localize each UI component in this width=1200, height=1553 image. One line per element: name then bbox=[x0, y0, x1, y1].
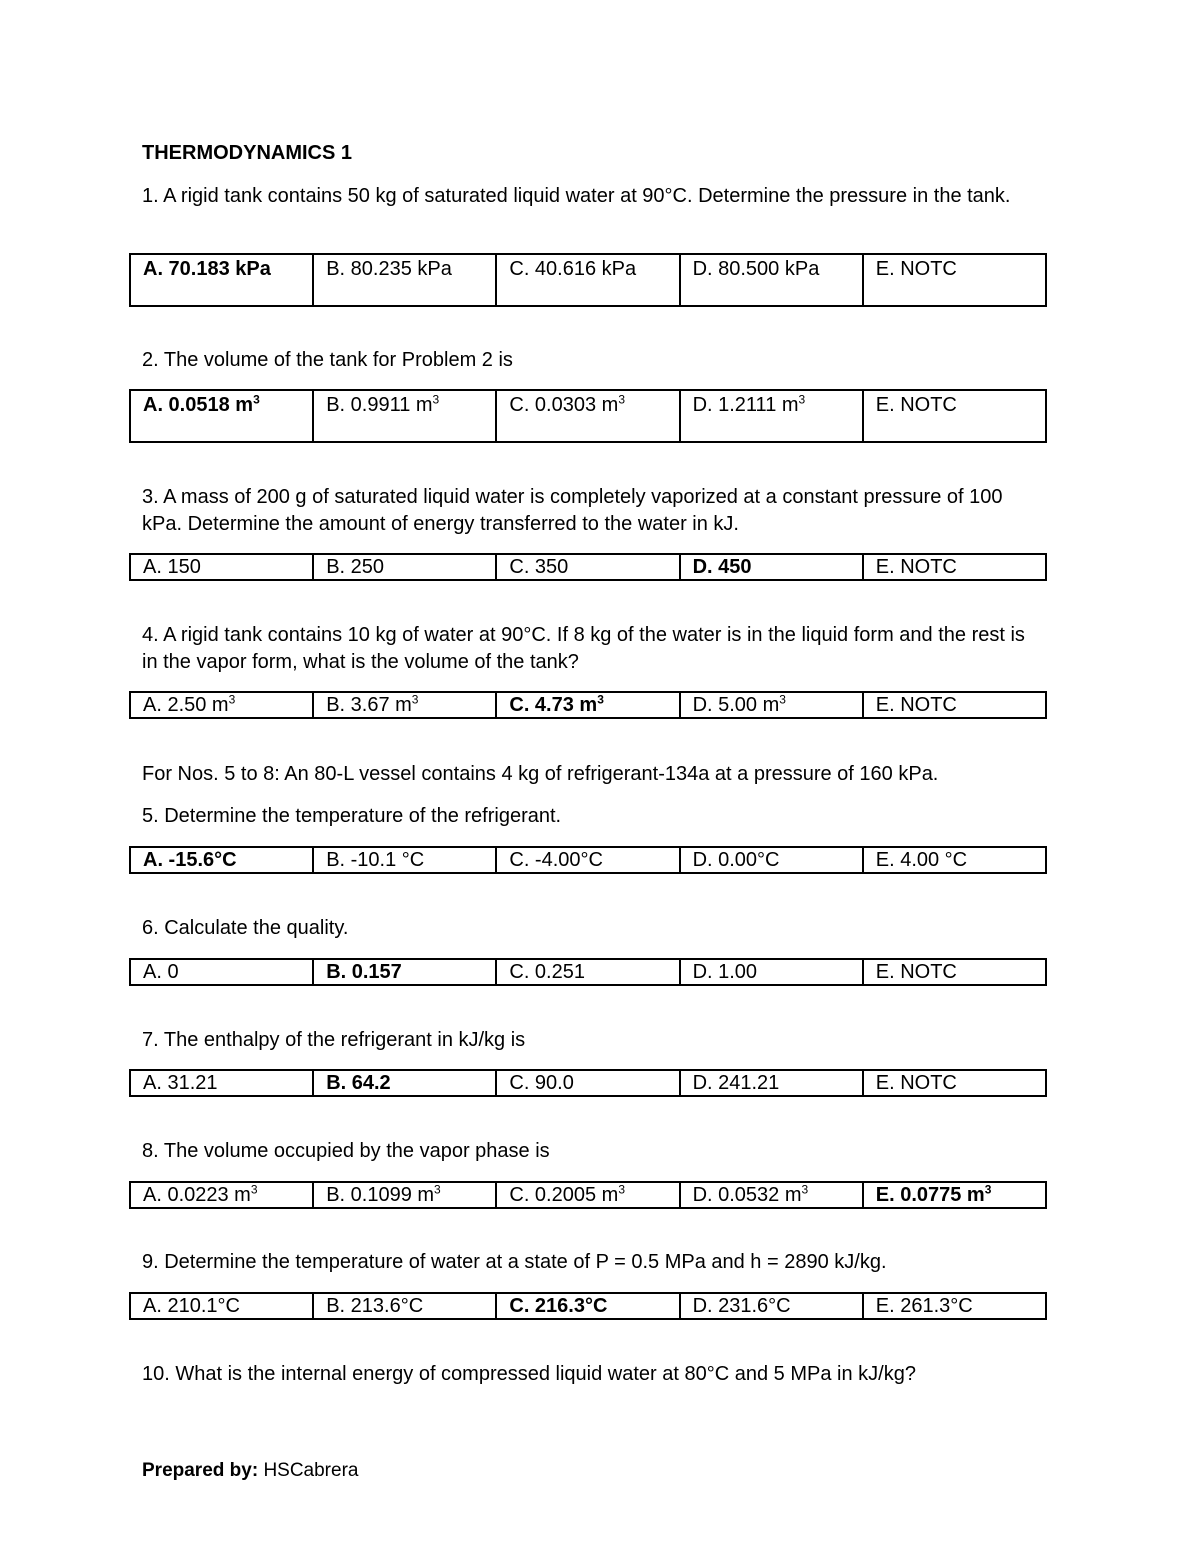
unit-exponent: 3 bbox=[250, 1182, 258, 1197]
q8-option-c-text: C. 0.2005 m bbox=[509, 1184, 619, 1206]
q6-option-e: E. NOTC bbox=[863, 959, 1046, 985]
q4-option-c-text: C. 4.73 m bbox=[509, 694, 598, 716]
unit-exponent: 3 bbox=[618, 392, 626, 407]
question-9: 9. Determine the temperature of water at a state of P = 0.5 MPa and h = 2890 kJ/kg. bbox=[142, 1251, 887, 1273]
q6-option-b: B. 0.157 bbox=[313, 959, 496, 985]
q8-option-b bbox=[313, 1182, 496, 1208]
q8-option-a-text: A. 0.0223 m bbox=[143, 1184, 251, 1206]
unit-exponent: 3 bbox=[984, 1182, 992, 1197]
prepared-by-label: Prepared by: bbox=[142, 1460, 259, 1481]
q7-option-a: A. 31.21 bbox=[130, 1070, 313, 1096]
q7-option-e: E. NOTC bbox=[863, 1070, 1046, 1096]
q8-option-c bbox=[496, 1182, 679, 1208]
question-9-options bbox=[129, 1292, 1047, 1320]
q1-option-c: C. 40.616 kPa bbox=[496, 254, 679, 306]
q3-option-d: D. 450 bbox=[680, 554, 863, 580]
q4-option-b-text: B. 3.67 m bbox=[326, 694, 412, 716]
q5-option-d: D. 0.00°C bbox=[680, 847, 863, 873]
unit-exponent: 3 bbox=[411, 692, 419, 707]
q8-option-b-text: B. 0.1099 m bbox=[326, 1184, 435, 1206]
q8-option-e-text: E. 0.0775 m bbox=[875, 1184, 985, 1206]
q4-option-b bbox=[313, 692, 496, 718]
unit-exponent: 3 bbox=[779, 692, 786, 707]
question-8: 8. The volume occupied by the vapor phase is bbox=[142, 1140, 550, 1162]
q5-option-c: C. -4.00°C bbox=[496, 847, 679, 873]
q1-option-a: A. 70.183 kPa bbox=[130, 254, 313, 306]
q8-option-e bbox=[863, 1182, 1046, 1208]
question-1-options bbox=[129, 253, 1047, 307]
group-note: For Nos. 5 to 8: An 80-L vessel contains 4 kg of refrigerant-134a at a pressure of 160 kPa. bbox=[142, 763, 939, 785]
question-6-options bbox=[129, 958, 1047, 986]
q2-option-c-text: C. 0.0303 m bbox=[509, 394, 619, 416]
q9-option-c: C. 216.3°C bbox=[496, 1293, 679, 1319]
q3-option-a: A. 150 bbox=[130, 554, 313, 580]
q6-option-a: A. 0 bbox=[130, 959, 313, 985]
question-3: 3. A mass of 200 g of saturated liquid water is completely vaporized at a constant pressure of 100 kPa. Determine the amount of energy transferred to the water in kJ. bbox=[142, 486, 1003, 535]
question-5-options bbox=[129, 846, 1047, 874]
q9-option-a: A. 210.1°C bbox=[130, 1293, 313, 1319]
q3-option-e: E. NOTC bbox=[863, 554, 1046, 580]
page-title: THERMODYNAMICS 1 bbox=[142, 142, 353, 164]
unit-exponent: 3 bbox=[434, 1182, 441, 1197]
q8-option-d-text: D. 0.0532 m bbox=[692, 1184, 802, 1206]
question-4-options bbox=[129, 691, 1047, 719]
question-7-options bbox=[129, 1069, 1047, 1097]
q3-option-c: C. 350 bbox=[496, 554, 679, 580]
question-2: 2. The volume of the tank for Problem 2 is bbox=[142, 349, 513, 371]
q9-option-d: D. 231.6°C bbox=[680, 1293, 863, 1319]
q2-option-a bbox=[130, 390, 313, 442]
q1-option-d: D. 80.500 kPa bbox=[680, 254, 863, 306]
question-6: 6. Calculate the quality. bbox=[142, 917, 349, 939]
q4-option-d bbox=[680, 692, 863, 718]
q5-option-a: A. -15.6°C bbox=[130, 847, 313, 873]
question-3-options bbox=[129, 553, 1047, 581]
q4-option-c bbox=[496, 692, 679, 718]
q2-option-d bbox=[680, 390, 863, 442]
prepared-by-footer bbox=[142, 1460, 358, 1482]
q7-option-b: B. 64.2 bbox=[313, 1070, 496, 1096]
q4-option-d-text: D. 5.00 m bbox=[692, 694, 780, 716]
unit-exponent: 3 bbox=[432, 392, 440, 407]
q2-option-d-text: D. 1.2111 m bbox=[692, 394, 799, 416]
question-7: 7. The enthalpy of the refrigerant in kJ/kg is bbox=[142, 1029, 526, 1051]
q1-option-b: B. 80.235 kPa bbox=[313, 254, 496, 306]
q7-option-c: C. 90.0 bbox=[496, 1070, 679, 1096]
q2-option-b bbox=[313, 390, 496, 442]
unit-exponent: 3 bbox=[618, 1182, 626, 1197]
unit-exponent: 3 bbox=[597, 692, 604, 707]
q2-option-e: E. NOTC bbox=[863, 390, 1046, 442]
q6-option-c: C. 0.251 bbox=[496, 959, 679, 985]
question-1: 1. A rigid tank contains 50 kg of saturated liquid water at 90°C. Determine the pressure in the tank. bbox=[142, 185, 1011, 207]
question-5: 5. Determine the temperature of the refrigerant. bbox=[142, 805, 562, 827]
unit-exponent: 3 bbox=[801, 1182, 809, 1197]
q8-option-a bbox=[130, 1182, 313, 1208]
q5-option-b: B. -10.1 °C bbox=[313, 847, 496, 873]
q7-option-d: D. 241.21 bbox=[680, 1070, 863, 1096]
q1-option-e: E. NOTC bbox=[863, 254, 1046, 306]
question-2-options bbox=[129, 389, 1047, 443]
q6-option-d: D. 1.00 bbox=[680, 959, 863, 985]
q5-option-e: E. 4.00 °C bbox=[863, 847, 1046, 873]
q9-option-b: B. 213.6°C bbox=[313, 1293, 496, 1319]
unit-exponent: 3 bbox=[228, 692, 236, 707]
q2-option-c bbox=[496, 390, 679, 442]
q4-option-e: E. NOTC bbox=[863, 692, 1046, 718]
q4-option-a-text: A. 2.50 m bbox=[143, 694, 229, 716]
unit-exponent: 3 bbox=[253, 392, 260, 407]
q9-option-e: E. 261.3°C bbox=[863, 1293, 1046, 1319]
q8-option-d bbox=[680, 1182, 863, 1208]
unit-exponent: 3 bbox=[798, 392, 806, 407]
q4-option-a bbox=[130, 692, 313, 718]
question-10: 10. What is the internal energy of compressed liquid water at 80°C and 5 MPa in kJ/kg? bbox=[142, 1363, 916, 1385]
question-8-options bbox=[129, 1181, 1047, 1209]
q2-option-b-text: B. 0.9911 m bbox=[326, 394, 433, 416]
question-4: 4. A rigid tank contains 10 kg of water at 90°C. If 8 kg of the water is in the liquid form and the rest is in the vapor form, what is the volume of the tank? bbox=[142, 624, 1025, 673]
q2-option-a-text: A. 0.0518 m bbox=[143, 394, 254, 416]
author-name: HSCabrera bbox=[263, 1460, 359, 1481]
q3-option-b: B. 250 bbox=[313, 554, 496, 580]
